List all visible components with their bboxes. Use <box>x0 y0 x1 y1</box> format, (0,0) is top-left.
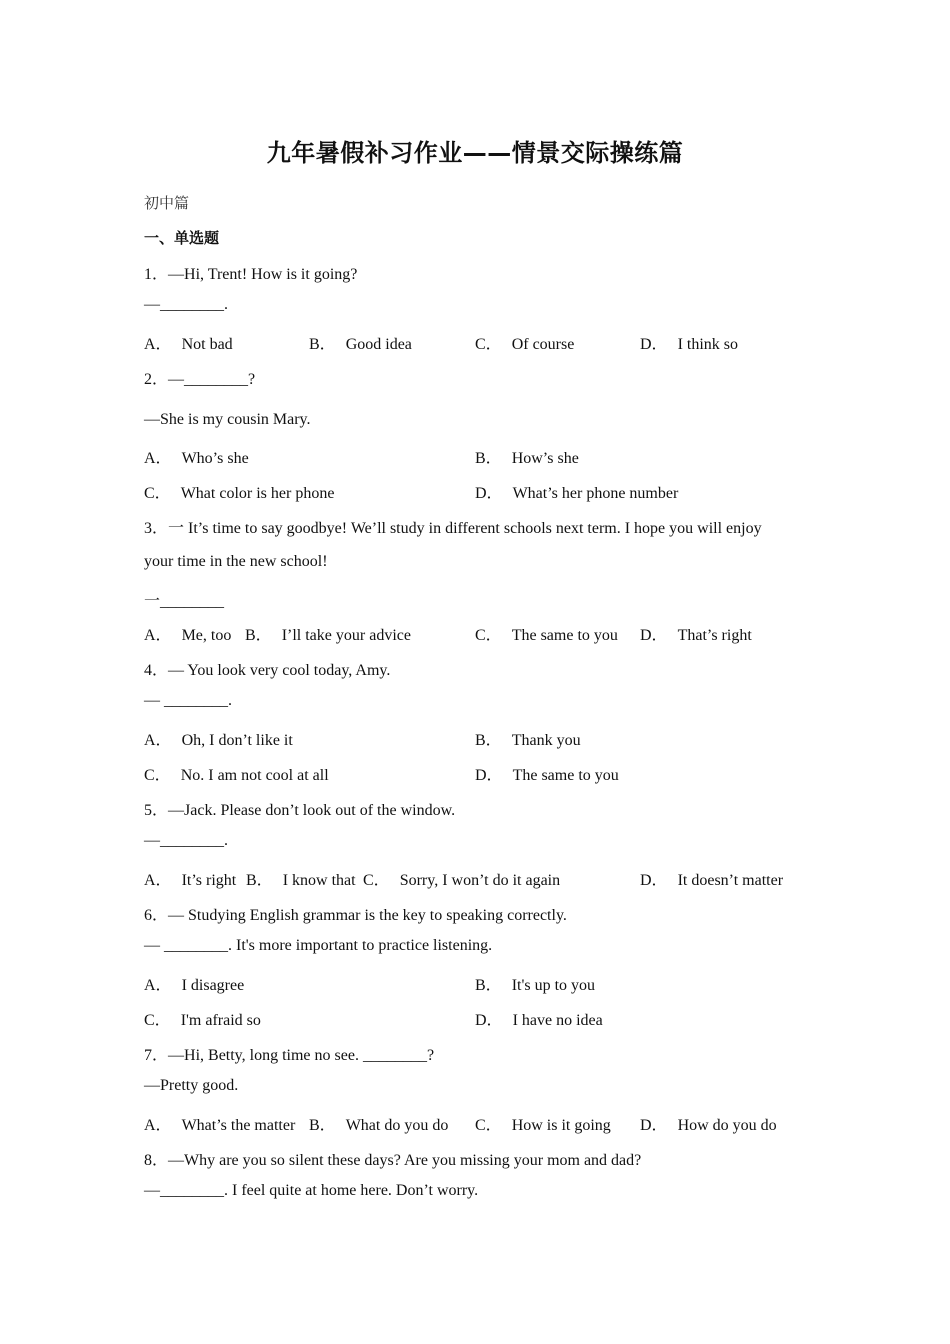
q5-option-a[interactable]: A． It’s right <box>144 872 237 889</box>
q2-option-c[interactable]: C． What color is her phone <box>144 485 335 502</box>
q6-option-d[interactable]: D． I have no idea <box>475 1012 603 1029</box>
q1-option-a[interactable]: A． Not bad <box>144 336 233 353</box>
q5-option-d[interactable]: D． It doesn’t matter <box>640 872 784 889</box>
question-8-reply: —________. I feel quite at home here. Don’t worry. <box>144 1182 479 1199</box>
question-3-continued: your time in the new school! <box>144 553 328 570</box>
q5-option-c[interactable]: C． Sorry, I won’t do it again <box>363 872 561 889</box>
q2-option-d[interactable]: D． What’s her phone number <box>475 485 679 502</box>
q4-option-a[interactable]: A． Oh, I don’t like it <box>144 732 293 749</box>
question-7-reply: —Pretty good. <box>144 1077 239 1094</box>
q6-option-b[interactable]: B． It's up to you <box>475 977 596 994</box>
q6-option-a[interactable]: A． I disagree <box>144 977 245 994</box>
question-4: 4．— You look very cool today, Amy. <box>144 662 391 679</box>
q1-option-b[interactable]: B． Good idea <box>309 336 412 353</box>
question-5: 5．—Jack. Please don’t look out of the window. <box>144 802 456 819</box>
q3-option-b[interactable]: B． I’ll take your advice <box>245 627 411 644</box>
question-4-reply: — ________. <box>144 692 232 709</box>
q6-option-c[interactable]: C． I'm afraid so <box>144 1012 261 1029</box>
q7-option-d[interactable]: D． How do you do <box>640 1117 777 1134</box>
page-title: 九年暑假补习作业——情景交际操练篇 <box>266 139 684 167</box>
q2-option-b[interactable]: B． How’s she <box>475 450 579 467</box>
question-1-reply: —________. <box>144 296 228 313</box>
question-1: 1．—Hi, Trent! How is it going? <box>144 266 358 283</box>
q4-option-b[interactable]: B． Thank you <box>475 732 581 749</box>
question-2: 2．—________? <box>144 371 256 388</box>
q4-option-c[interactable]: C． No. I am not cool at all <box>144 767 329 784</box>
q7-option-a[interactable]: A． What’s the matter <box>144 1117 296 1134</box>
q3-option-a[interactable]: A． Me, too <box>144 627 232 644</box>
section-heading: 一、单选题 <box>144 229 220 247</box>
q7-option-b[interactable]: B． What do you do <box>309 1117 449 1134</box>
question-6: 6．— Studying English grammar is the key to speaking correctly. <box>144 907 567 924</box>
q2-option-a[interactable]: A． Who’s she <box>144 450 249 467</box>
question-8: 8．—Why are you so silent these days? Are you missing your mom and dad? <box>144 1152 642 1169</box>
q5-option-b[interactable]: B． I know that <box>246 872 356 889</box>
question-3: 3．一 It’s time to say goodbye! We’ll study in different schools next term. I hope you will enjoy <box>144 520 762 537</box>
question-6-reply: — ________. It's more important to practice listening. <box>144 937 493 954</box>
q1-option-d[interactable]: D． I think so <box>640 336 739 353</box>
question-3-reply: 一________ <box>144 593 225 610</box>
question-7: 7．—Hi, Betty, long time no see. ________? <box>144 1047 435 1064</box>
q4-option-d[interactable]: D． The same to you <box>475 767 619 784</box>
q3-option-c[interactable]: C． The same to you <box>475 627 618 644</box>
question-5-reply: —________. <box>144 832 228 849</box>
q7-option-c[interactable]: C． How is it going <box>475 1117 611 1134</box>
question-2-reply: —She is my cousin Mary. <box>144 411 311 428</box>
q3-option-d[interactable]: D． That’s right <box>640 627 752 644</box>
level-label: 初中篇 <box>144 194 190 212</box>
q1-option-c[interactable]: C． Of course <box>475 336 575 353</box>
